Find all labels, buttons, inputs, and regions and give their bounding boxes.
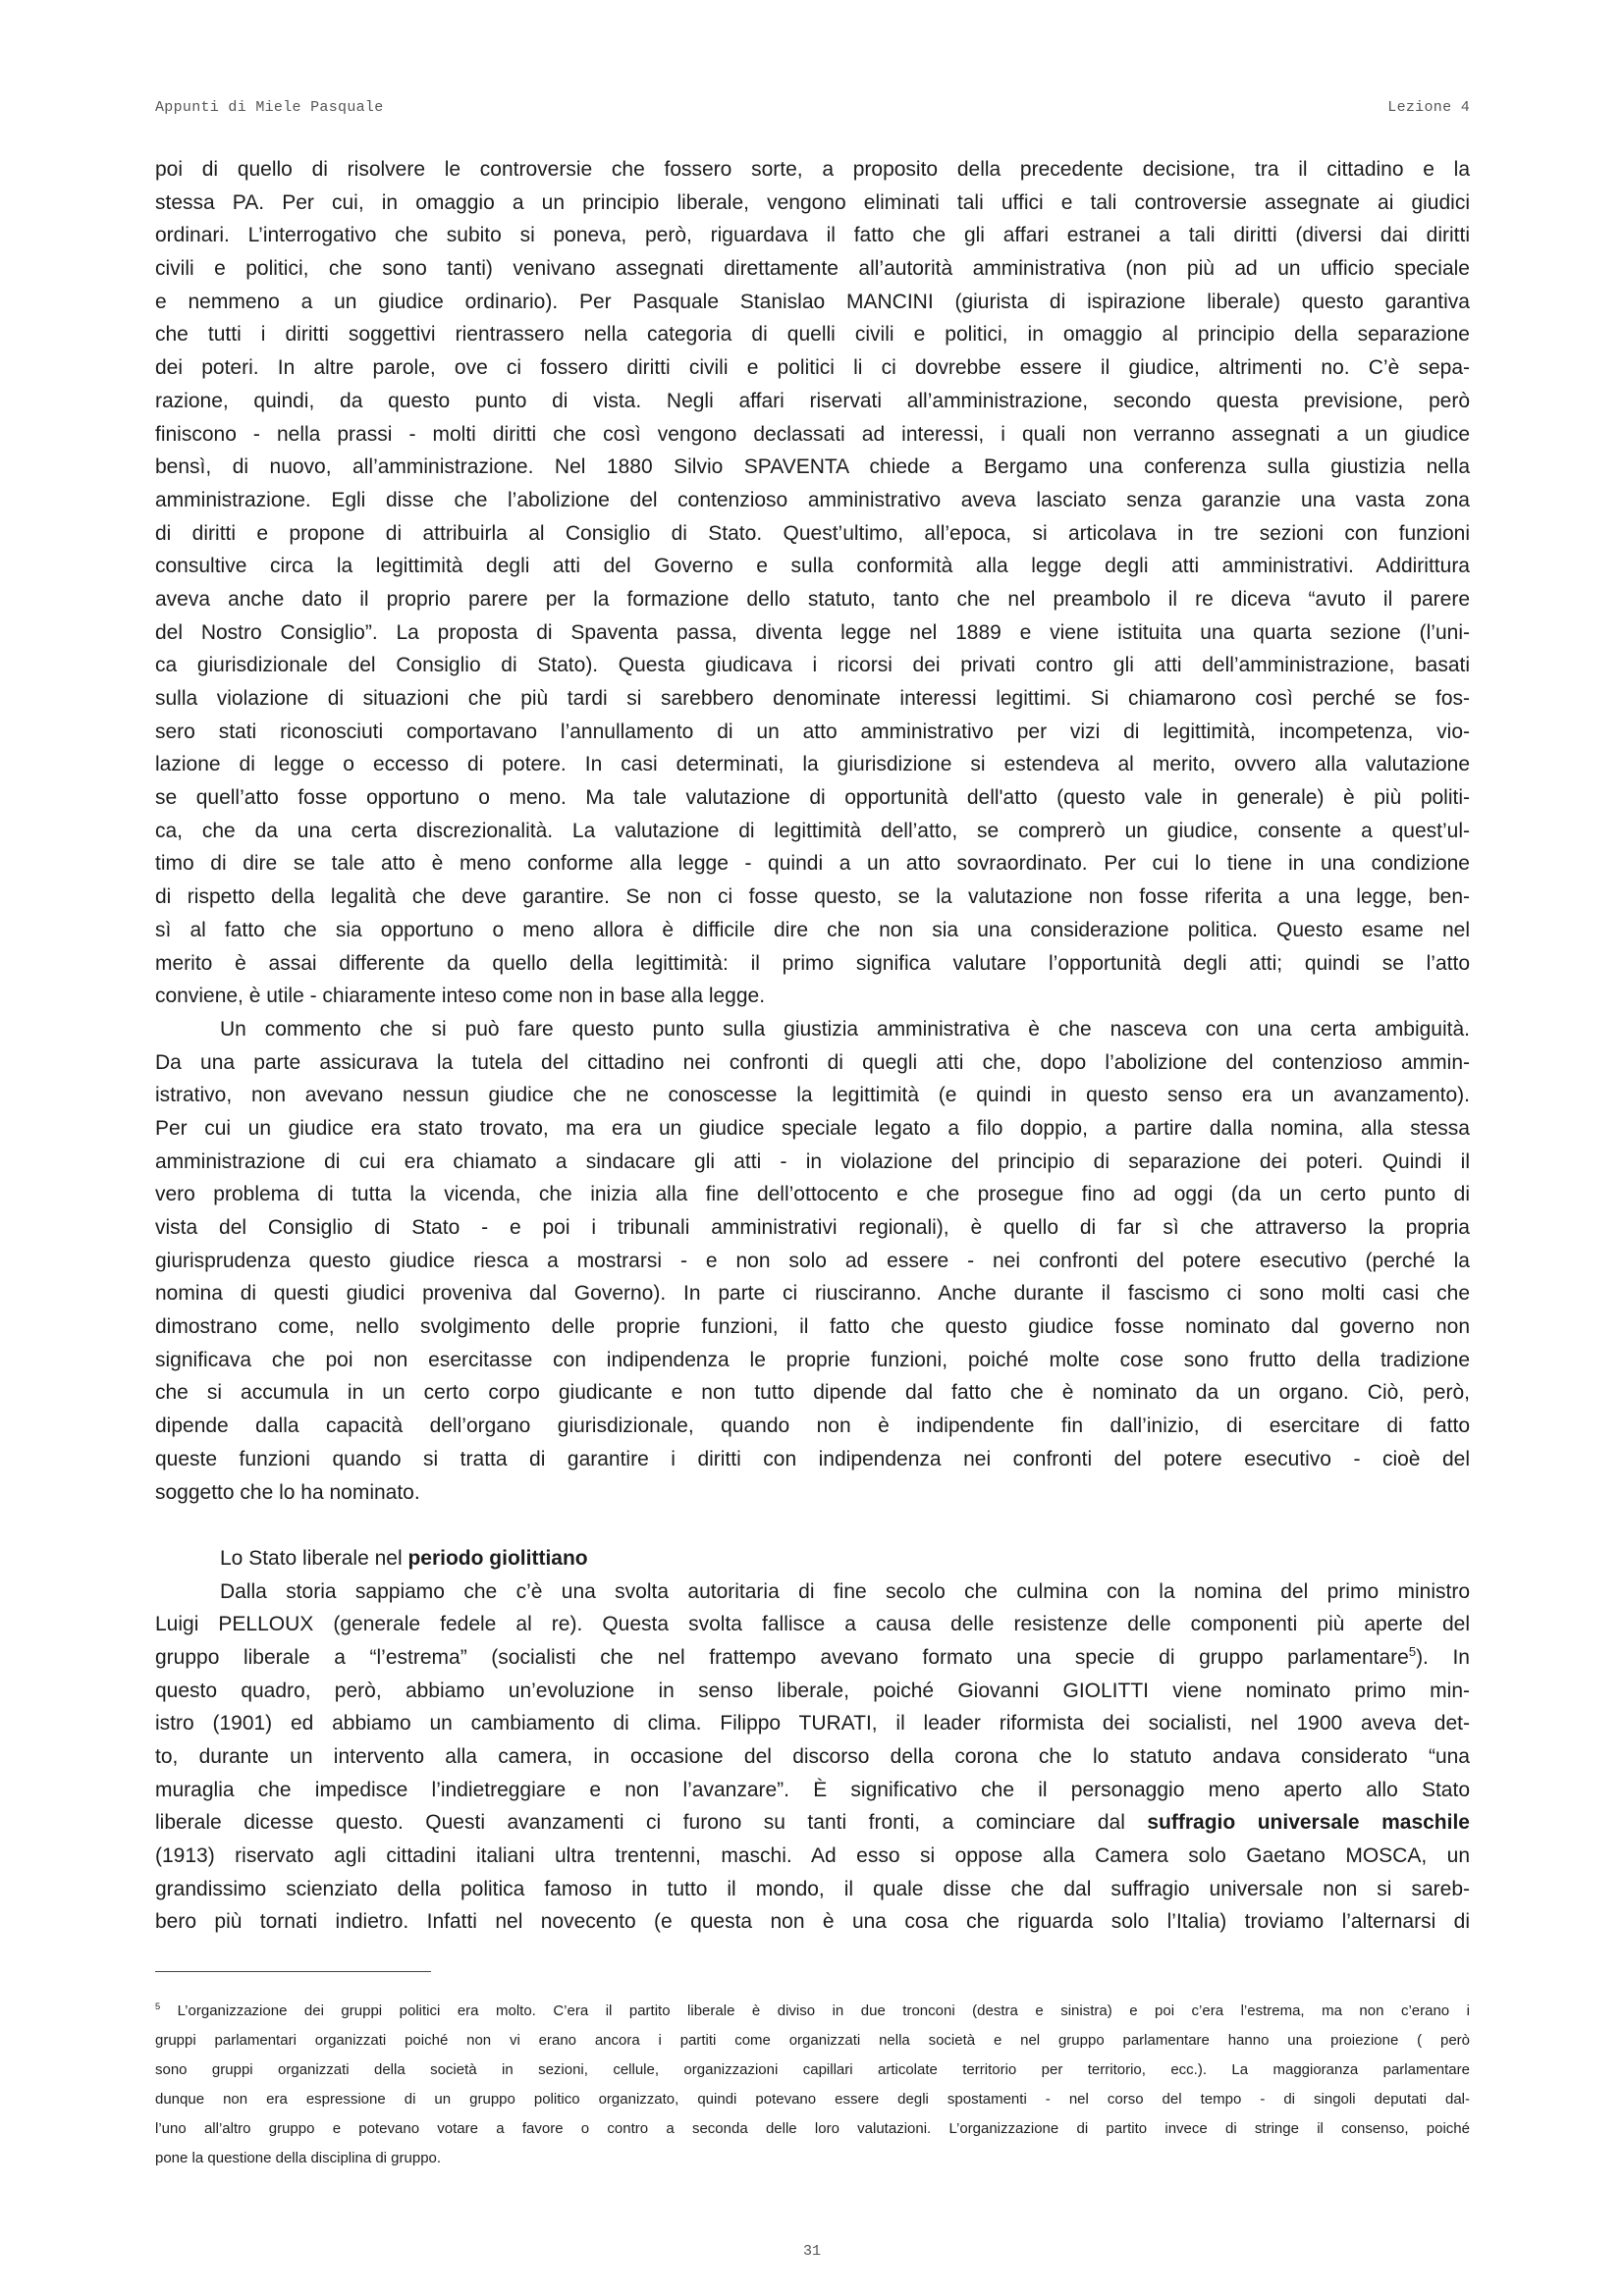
text-line: poi di quello di risolvere le controversie che fossero sorte, a proposito della precedente decisione, tra il cittadino e la (155, 158, 1470, 181)
text-line: timo di dire se tale atto è meno conforme alla legge - quindi a un atto sovraordinato. Per cui lo tiene in una condizione (155, 852, 1470, 876)
footnote-reference: 5 (1408, 1643, 1417, 1659)
text-line: queste funzioni quando si tratta di garantire i diritti con indipendenza nei confronti del potere esecutivo - cioè del (155, 1447, 1470, 1470)
text-line: vero problema di tutta la vicenda, che inizia alla fine dell’ottocento e che prosegue fino ad oggi (da un certo punto di (155, 1183, 1470, 1206)
text-line (155, 1997, 1470, 2026)
text-line: amministrazione. Egli disse che l’abolizione del contenzioso amministrativo aveva lasciato senza garanzie una vasta zona (155, 488, 1470, 511)
text-line: che si accumula in un certo corpo giudicante e non tutto dipende dal fatto che è nominato da un organo. Ciò, però, (155, 1381, 1470, 1405)
text-line: sulla violazione di situazioni che più tardi si sarebbero denominate interessi legittimi. Si chiamarono così perché se fos- (155, 687, 1470, 710)
text-line: lazione di legge o eccesso di potere. In casi determinati, la giurisdizione si estendeva al merito, ovvero alla valutazione (155, 753, 1470, 776)
text-segment: L’organizzazione dei gruppi politici era molto. C’era il partito liberale è diviso in due tronconi (destra e sinistra) e poi c’era l’estrema, ma non c’erano i (160, 2002, 1470, 2019)
text-line: bensì, di nuovo, all’amministrazione. Nel 1880 Silvio SPAVENTA chiede a Bergamo una conferenza sulla giustizia nella (155, 455, 1470, 479)
text-line: vista del Consiglio di Stato - e poi i tribunali amministrativi regionali), è quello di far sì che attraverso la propria (155, 1216, 1470, 1239)
text-line: to, durante un intervento alla camera, in occasione del discorso della corona che lo statuto andava considerato “una (155, 1745, 1470, 1768)
text-line: dimostrano come, nello svolgimento delle proprie funzioni, il fatto che questo giudice fosse nominato dal governo non (155, 1315, 1470, 1339)
text-line: gruppi parlamentari organizzati poiché non vi erano ancora i partiti come organizzati nella società e nel gruppo parlamentare hanno una proiezione ( però (155, 2032, 1470, 2049)
text-line: merito è assai differente da quello della legittimità: il primo significa valutare l’opportunità degli atti; quindi se l’atto (155, 951, 1470, 975)
text-line: ca, che da una certa discrezionalità. La valutazione di legittimità dell’atto, se comprerò un giudice, consente a quest’ul- (155, 819, 1470, 842)
text-line: consultive circa la legittimità degli atti del Governo e sulla conformità alla legge degli atti amministrativi. Addirittura (155, 555, 1470, 578)
text-line: istrativo, non avevano nessun giudice che ne conoscesse la legittimità (e quindi in questo senso era un avanzamento). (155, 1084, 1470, 1107)
text-line: conviene, è utile - chiaramente inteso come non in base alla legge. (155, 985, 766, 1008)
page-number: 31 (802, 2243, 821, 2260)
text-line (155, 1806, 1470, 1840)
text-line: soggetto che lo ha nominato. (155, 1480, 420, 1504)
text-line: Da una parte assicurava la tutela del cittadino nei confronti di quegli atti che, dopo l’abolizione del contenzioso ammin- (155, 1050, 1470, 1074)
paragraph-2 (155, 1013, 1470, 1509)
text-line: istro (1901) ed abbiamo un cambiamento di clima. Filippo TURATI, il leader riformista dei socialisti, nel 1900 aveva det- (155, 1712, 1470, 1735)
text-line: dunque non era espressione di un gruppo politico organizzato, quindi potevano essere degli spostamenti - nel corso del tempo - di singoli deputati dal- (155, 2091, 1470, 2108)
running-header-lesson: Lezione 4 (1387, 99, 1470, 116)
footnote (155, 1997, 1470, 2173)
text-line: civili e politici, che sono tanti) venivano assegnati direttamente all’autorità amministrativa (non più ad un ufficio speciale (155, 257, 1470, 281)
text-line: Per cui un giudice era stato trovato, ma era un giudice speciale legato a filo doppio, a partire dalla nomina, alla stessa (155, 1116, 1470, 1140)
section-heading (155, 1542, 1470, 1575)
text-segment: gruppo liberale a “l’estrema” (socialisti che nel frattempo avevano formato una specie di gruppo parlamentare (155, 1645, 1409, 1669)
text-line: giurisprudenza questo giudice riesca a mostrarsi - e non solo ad essere - nei confronti del potere esecutivo (perché la (155, 1249, 1470, 1272)
footnote-marker: 5 (155, 2002, 161, 2011)
text-line: ordinari. L’interrogativo che subito si poneva, però, riguardava il fatto che gli affari estranei a tali diritti (diversi dai diritti (155, 224, 1470, 247)
text-line: sì al fatto che sia opportuno o meno allora è difficile dire che non sia una considerazione politica. Questo esame nel (155, 918, 1470, 941)
text-line: dei poteri. In altre parole, ove ci fossero diritti civili e politici li ci dovrebbe essere il giudice, altrimenti no. C’è sepa- (155, 356, 1470, 380)
text-line: dipende dalla capacità dell’organo giurisdizionale, quando non è indipendente fin dall’inizio, di esercitare di fatto (155, 1415, 1470, 1438)
body-text (155, 153, 1470, 1939)
text-line: Un commento che si può fare questo punto sulla giustizia amministrativa è che nasceva con una certa ambiguità. (220, 1017, 1470, 1041)
text-line: Dalla storia sappiamo che c’è una svolta autoritaria di fine secolo che culmina con la nomina del primo ministro (220, 1579, 1470, 1603)
text-line: grandissimo scienziato della politica famoso in tutto il mondo, il quale disse che dal suffragio universale non si sareb- (155, 1877, 1470, 1900)
text-line: muraglia che impedisce l’indietreggiare e non l’avanzare”. È significativo che il personaggio meno aperto allo Stato (155, 1778, 1470, 1801)
text-line: nomina di questi giudici proveniva dal Governo). In parte ci riusciranno. Anche durante il fascismo ci sono molti casi che (155, 1282, 1470, 1306)
text-line: stessa PA. Per cui, in omaggio a un principio liberale, vengono eliminati tali uffici e tali controversie assegnate ai giudici (155, 190, 1470, 214)
text-segment: liberale dicesse questo. Questi avanzamenti ci furono su tanti fronti, a cominciare dal (155, 1811, 1148, 1835)
text-line: se quell’atto fosse opportuno o meno. Ma tale valutazione di opportunità dell'atto (questo vale in generale) è più politi- (155, 786, 1470, 810)
text-line: finiscono - nella prassi - molti diritti che così vengono declassati ad interessi, i quali non verranno assegnati a un giudice (155, 422, 1470, 446)
text-line: sero stati riconosciuti comportavano l’annullamento di un atto amministrativo per vizi di legittimità, incompetenza, vio- (155, 720, 1470, 743)
emphasis-text: suffragio universale maschile (1147, 1811, 1470, 1835)
text-line: Luigi PELLOUX (generale fedele al re). Questa svolta fallisce a causa delle resistenze delle componenti più aperte del (155, 1613, 1470, 1636)
paragraph-1 (155, 153, 1470, 1013)
text-line: ca giurisdizionale del Consiglio di Stato). Questa giudicava i ricorsi dei privati contro gli atti dell’amministrazione, basati (155, 654, 1470, 677)
text-line: razione, quindi, da questo punto di vista. Negli affari riservati all’amministrazione, secondo questa previsione, però (155, 389, 1470, 412)
text-line: di diritti e propone di attribuirla al Consiglio di Stato. Quest’ultimo, all’epoca, si articolava in tre sezioni con funzioni (155, 521, 1470, 545)
text-line: l’uno all’altro gruppo e potevano votare a favore o contro a seconda delle loro valutazioni. L’organizzazione di partito invece di stringe il consenso, poiché (155, 2120, 1470, 2137)
section-heading-text: Lo Stato liberale nel (220, 1546, 408, 1570)
text-line: e nemmeno a un giudice ordinario). Per Pasquale Stanislao MANCINI (giurista di ispirazione liberale) questo garantiva (155, 290, 1470, 313)
running-header-title: Appunti di Miele Pasquale (155, 99, 384, 116)
text-line: aveva anche dato il proprio parere per la formazione dello statuto, tanto che nel preambolo il re diceva “avuto il parere (155, 587, 1470, 611)
text-line (155, 1641, 1470, 1675)
paragraph-3 (155, 1575, 1470, 1940)
text-line: che tutti i diritti soggettivi rientrassero nella categoria di quelli civili e politici, in omaggio al principio della separazione (155, 323, 1470, 347)
text-line: di rispetto della legalità che deve garantire. Se non ci fosse questo, se la valutazione non fosse riferita a una legge, ben- (155, 885, 1470, 909)
text-line: amministrazione di cui era chiamato a sindacare gli atti - in violazione del principio di separazione dei poteri. Quindi il (155, 1149, 1470, 1173)
text-segment: ). In (1416, 1645, 1470, 1669)
text-line: del Nostro Consiglio”. La proposta di Spaventa passa, diventa legge nel 1889 e viene istituita una quarta sezione (l’uni- (155, 620, 1470, 644)
footnote-separator (155, 1971, 431, 1972)
text-line: questo quadro, però, abbiamo un’evoluzione in senso liberale, poiché Giovanni GIOLITTI viene nominato primo min- (155, 1679, 1470, 1702)
text-line: (1913) riservato agli cittadini italiani ultra trentenni, maschi. Ad esso si oppose alla Camera solo Gaetano MOSCA, un (155, 1844, 1470, 1868)
text-line: pone la questione della disciplina di gruppo. (155, 2150, 442, 2166)
text-line: bero più tornati indietro. Infatti nel novecento (e questa non è una cosa che riguarda solo l’Italia) troviamo l’alternarsi di (155, 1910, 1470, 1934)
section-heading-emphasis: periodo giolittiano (407, 1546, 588, 1570)
running-header (155, 96, 1470, 120)
text-line: sono gruppi organizzati della società in sezioni, cellule, organizzazioni capillari articolate territorio per territorio, ecc.). La maggioranza parlamentare (155, 2061, 1470, 2078)
text-line: significava che poi non esercitasse con indipendenza le proprie funzioni, poiché molte cose sono frutto della tradizione (155, 1348, 1470, 1371)
